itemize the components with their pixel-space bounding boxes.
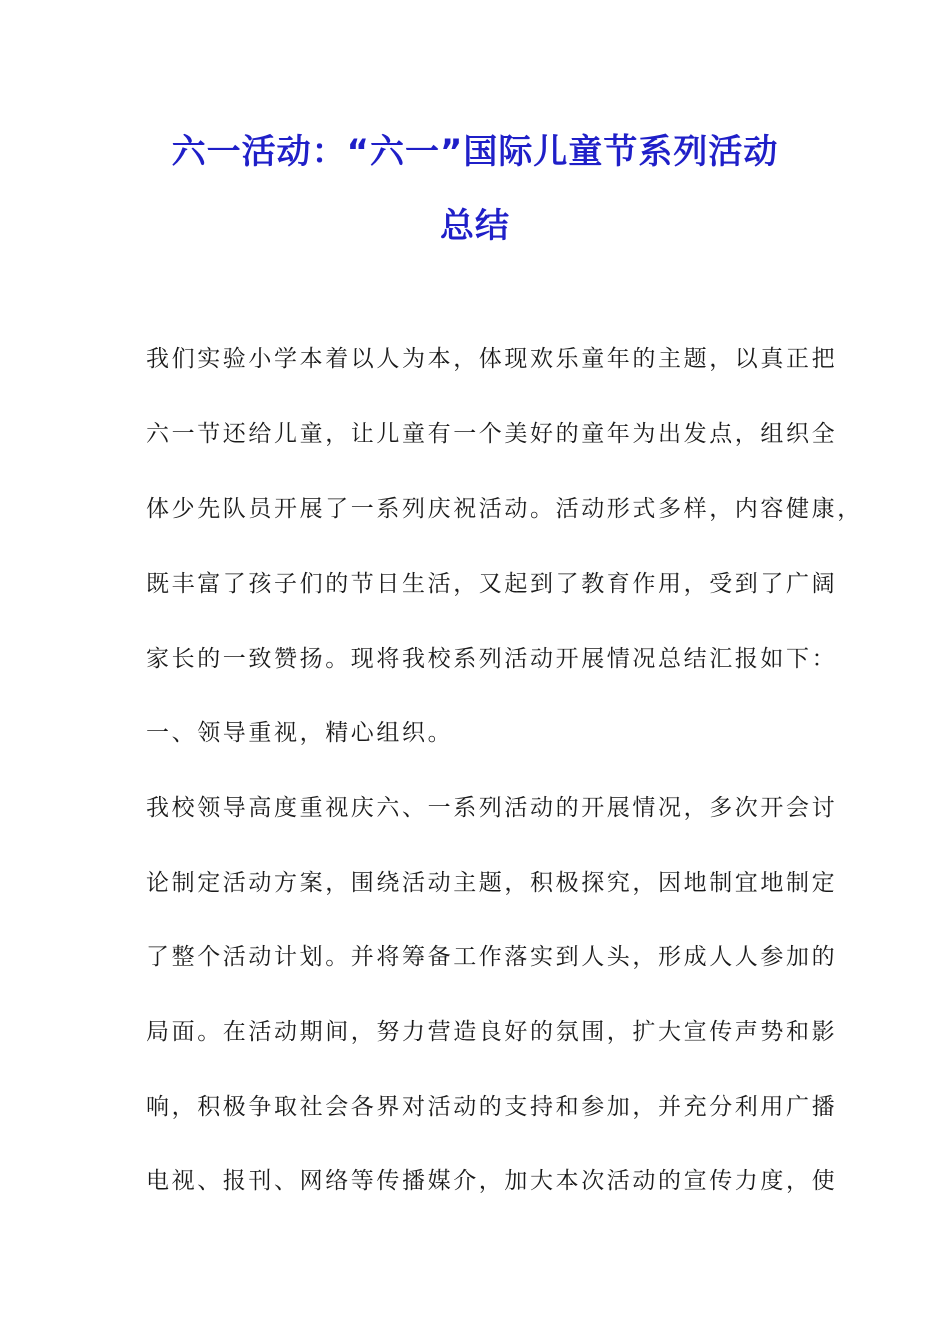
document-title-line-1: 六一活动：“六一”国际儿童节系列活动 <box>171 132 779 172</box>
body-line-8: 论制定活动方案，围绕活动主题，积极探究，因地制宜地制定 <box>146 870 838 896</box>
body-line-7: 我校领导高度重视庆六、一系列活动的开展情况，多次开会讨 <box>146 795 838 821</box>
body-line-9: 了整个活动计划。并将筹备工作落实到人头，形成人人参加的 <box>146 944 838 970</box>
body-line-10: 局面。在活动期间，努力营造良好的氛围，扩大宣传声势和影 <box>146 1019 838 1045</box>
document-title-line-2: 总结 <box>440 206 510 246</box>
body-line-5: 家长的一致赞扬。现将我校系列活动开展情况总结汇报如下： <box>146 646 838 672</box>
section-heading-1: 一、领导重视，精心组织。 <box>146 720 454 746</box>
body-line-4: 既丰富了孩子们的节日生活，又起到了教育作用，受到了广阔 <box>146 571 838 597</box>
body-line-12: 电视、报刊、网络等传播媒介，加大本次活动的宣传力度，使 <box>146 1168 838 1194</box>
body-line-2: 六一节还给儿童，让儿童有一个美好的童年为出发点，组织全 <box>146 421 838 447</box>
body-line-11: 响，积极争取社会各界对活动的支持和参加，并充分利用广播 <box>146 1094 838 1120</box>
body-line-1: 我们实验小学本着以人为本，体现欢乐童年的主题，以真正把 <box>146 346 838 372</box>
body-line-3: 体少先队员开展了一系列庆祝活动。活动形式多样，内容健康， <box>146 496 863 522</box>
